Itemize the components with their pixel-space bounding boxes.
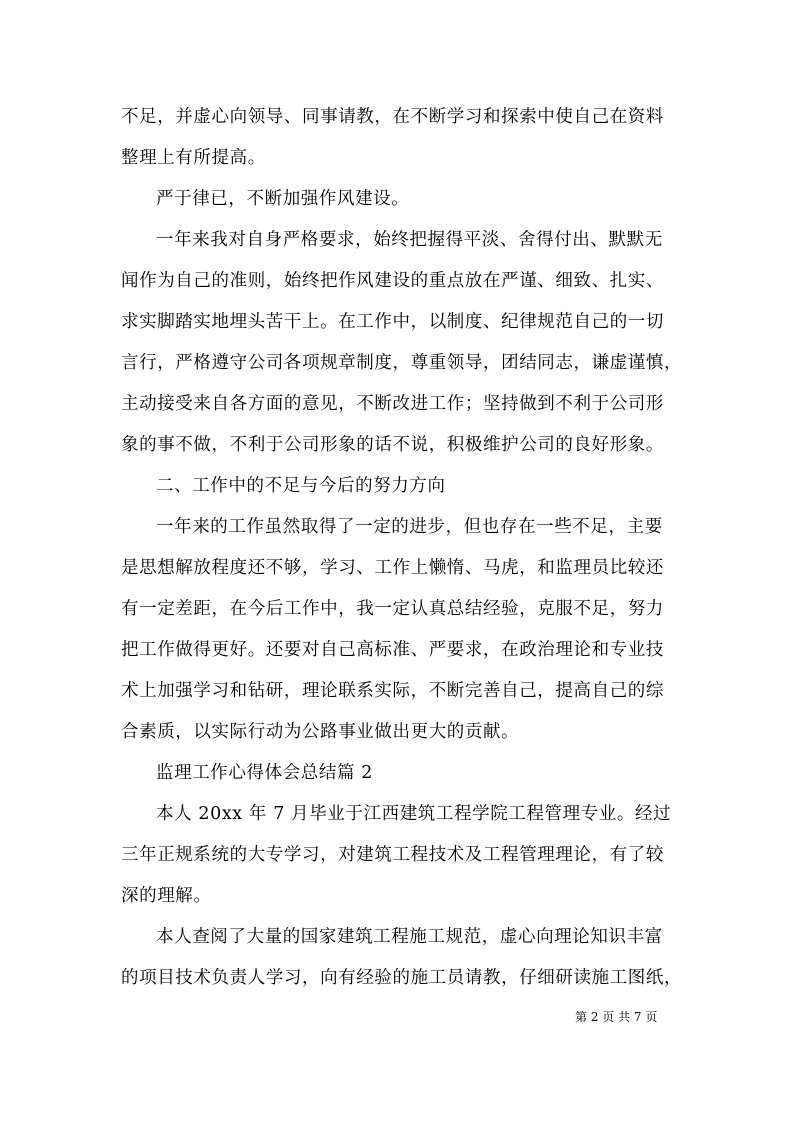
text-line: 三年正规系统的大专学习，对建筑工程技术及工程管理理论，有了较 [121, 845, 664, 865]
page-number: 第 2 页 共 7 页 [575, 1010, 658, 1024]
text-line: 象的事不做，不利于公司形象的话不说，积极维护公司的良好形象。 [121, 435, 664, 455]
text-line: 主动接受来自各方面的意见，不断改进工作；坚持做到不利于公司形 [121, 394, 664, 414]
text-line: 一年来的工作虽然取得了一定的进步，但也存在一些不足，主要 [156, 517, 663, 537]
text-line: 严于律已，不断加强作风建设。 [156, 189, 410, 209]
text-line: 术上加强学习和钻研，理论联系实际，不断完善自己，提高自己的综 [121, 681, 664, 701]
text-line: 闻作为自己的准则，始终把作风建设的重点放在严谨、细致、扎实、 [121, 271, 664, 291]
article-title: 监理工作心得体会总结篇 2 [156, 763, 373, 783]
text-line: 一年来我对自身严格要求，始终把握得平淡、舍得付出、默默无 [156, 230, 663, 250]
text-line: 不足，并虚心向领导、同事请教，在不断学习和探索中使自己在资料 [121, 107, 664, 127]
text-line: 言行，严格遵守公司各项规章制度，尊重领导，团结同志，谦虚谨慎， [121, 353, 683, 373]
text-line: 求实脚踏实地埋头苦干上。在工作中，以制度、纪律规范自己的一切 [121, 312, 664, 332]
document-body [121, 97, 686, 999]
text-line: 有一定差距，在今后工作中，我一定认真总结经验，克服不足，努力 [121, 599, 664, 619]
text-line: 本人 20xx 年 7 月毕业于江西建筑工程学院工程管理专业。经过 [156, 804, 672, 824]
text-line: 把工作做得更好。还要对自己高标准、严要求，在政治理论和专业技 [121, 640, 664, 660]
text-line: 是思想解放程度还不够，学习、工作上懒惰、马虎，和监理员比较还 [121, 558, 664, 578]
text-line: 合素质，以实际行动为公路事业做出更大的贡献。 [121, 722, 520, 742]
text-line: 的项目技术负责人学习，向有经验的施工员请教，仔细研读施工图纸， [121, 968, 683, 988]
text-line: 深的理解。 [121, 886, 212, 906]
text-line: 本人查阅了大量的国家建筑工程施工规范，虚心向理论知识丰富 [156, 927, 663, 947]
section-heading: 二、工作中的不足与今后的努力方向 [156, 476, 446, 496]
text-line: 整理上有所提高。 [121, 148, 266, 168]
